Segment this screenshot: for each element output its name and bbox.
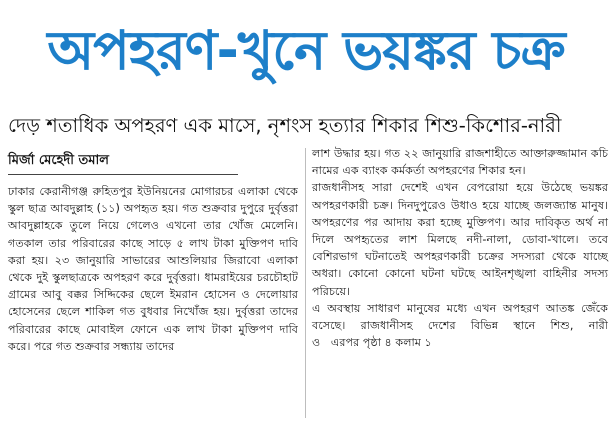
headline: অপহরণ-খুনে ভয়ঙ্কর চক্র xyxy=(47,19,565,82)
right-paragraph-2: রাজধানীসহ সারা দেশেই এখন বেপরোয়া হয়ে উঠেছে ভয়ঙ্কর অপহরণকারী চক্র। দিনদুপুরেও উধাও হয়ে যাচ্ছে জলজ্যান্ত মানুষ। অপহরণের পর আদায় করা হচ্ছে মুক্তিপণ। আর দাবিকৃত অর্থ না দিলে অপহৃতের লাশ মিলছে নদী-নালা, ডোবা-খালে। তবে বেশিরভাগ ঘটনাতেই অপহরণকারী চক্রের সদস্যরা থেকে যাচ্ছে অধরা। কোনো কোনো ঘটনা ঘটছে আইনশৃঙ্খলা বাহিনীর সদস্য পরিচয়ে। xyxy=(312,181,608,298)
right-paragraph-3 xyxy=(312,300,608,352)
byline: মির্জা মেহেদী তমাল xyxy=(8,152,238,175)
left-column xyxy=(8,183,298,355)
column-divider xyxy=(305,148,306,418)
right-paragraph-1: লাশ উদ্ধার হয়। গত ২২ জানুয়ারি রাজশাহীতে আক্তারুজ্জামান কচি নামের এক ব্যাংক কর্মকর্তা অপহরণের শিকার হন। xyxy=(312,147,608,178)
subheadline: দেড় শতাধিক অপহরণ এক মাসে, নৃশংস হত্যার শিকার শিশু-কিশোর-নারী xyxy=(8,114,562,137)
left-paragraph-1: ঢাকার কেরানীগঞ্জ রুহিতপুর ইউনিয়নের মোগারচর এলাকা থেকে স্কুল ছাত্র আবদুল্লাহ (১১) অপহৃত হয়। গত শুক্রবার দুপুরে দুর্বৃত্তরা আবদুল্লাহকে তুলে নিয়ে গেলেও এখনো তার খোঁজ মেলেনি। গতকাল তার পরিবারের কাছে সাড়ে ৫ লাখ টাকা মুক্তিপণ দাবি করা হয়। ২৩ জানুয়ারি সাভারের আশুলিয়ার জিরাবো এলাকা থেকে দুই স্কুলছাত্রকে অপহরণ করে দুর্বৃত্তরা। ধামরাইয়ের চরচৌহাট গ্রামের আবু বক্কর সিদ্দিকের ছেলে ইমরান হোসেন ও দেলোয়ার হোসেনের ছেলে শাকিল গত বুধবার নিখোঁজ হয়। দুর্বৃত্তরা তাদের পরিবারের কাছে মোবাইল ফোনে এক লাখ টাকা মুক্তিপণ দাবি করে। পরে গত শুক্রবার সন্ধ্যায় তাদের xyxy=(8,185,298,353)
right-paragraph-3-text: এ অবস্থায় সাধারণ মানুষের মধ্যে এখন অপহরণ আতঙ্ক জেঁকে বসেছে। রাজধানীসহ দেশের বিভিন্ন স্থানে শিশু, নারী ও xyxy=(312,301,608,350)
continued-on-page-link[interactable]: এরপর পৃষ্ঠা ৪ কলাম ১ xyxy=(330,336,432,350)
right-column xyxy=(312,145,608,351)
